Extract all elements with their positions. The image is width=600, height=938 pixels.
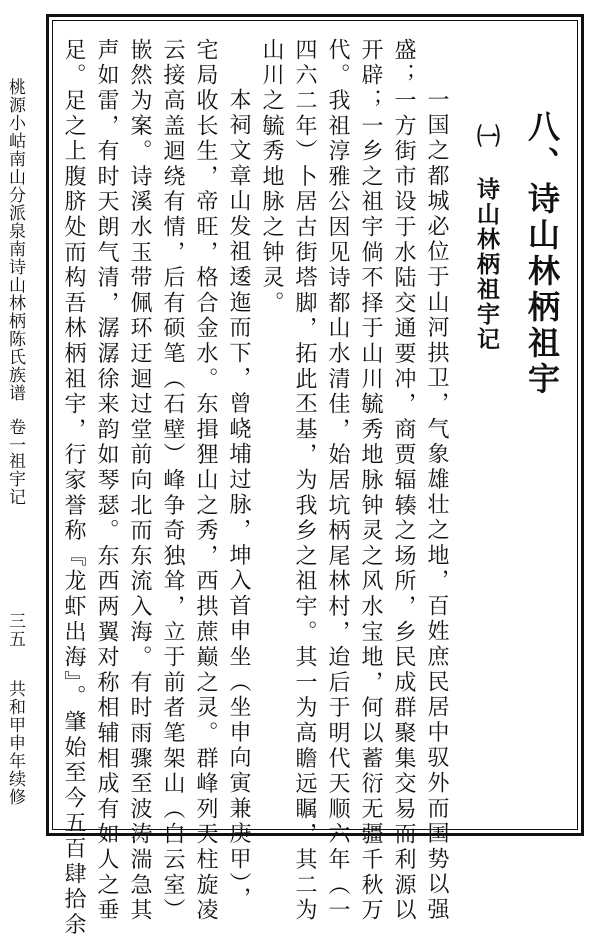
book-title-text: 桃源小岵南山分派泉南诗山林柄陈氏族谱 — [5, 78, 25, 402]
running-section-title: 祖宇记 — [5, 452, 25, 506]
page-number: 三五 — [5, 612, 25, 648]
body-column: 四六二年）卜居古街塔脚，拓此丕基，为我乡之祖宇。其一为高瞻远瞩，其二为 — [292, 38, 317, 924]
body-column: 本祠文章山发祖逶迤而下，曾峣埔过脉，坤入首申坐（坐申向寅兼庚甲）， — [226, 88, 251, 912]
edition-note: 共和甲申年续修 — [5, 680, 25, 806]
body-column: 宅局收长生，帝旺，格合金水。东揖狸山之秀，西拱蔗巅之灵。群峰列天柱旋凌 — [193, 38, 218, 924]
body-column: 盛；一方街市设于水陆交通要冲，商贾辐辏之场所，乡民成群聚集交易而利源以 — [391, 38, 416, 924]
body-column: 嵌然为案。诗溪水玉带佩环迂迴过堂前向北而东流入海。有时雨骤至波涛湍急其 — [127, 38, 152, 924]
chapter-title: 八、诗山林柄祖宇 — [523, 110, 561, 398]
body-column: 开辟；一乡之祖宇倘不择于山川毓秀地脉钟灵之风水宝地，何以蓄衍无疆千秋万 — [358, 38, 383, 924]
body-column: 山川之毓秀地脉之钟灵。 — [259, 38, 284, 317]
body-column: 足。足之上腹脐处而构吾林柄祖宇，行家誉称『龙虾出海』。肇始至今五百肆拾余 — [61, 38, 86, 938]
section-title: ㈠ 诗山林柄祖宇记 — [473, 124, 499, 352]
body-column: 一国之都城必位于山河拱卫，气象雄壮之地，百姓庶民居中驭外而国势以强 — [424, 88, 449, 923]
body-column: 声如雷，有时天朗气清，潺潺徐来韵如琴瑟。东西两翼对称相辅相成有如人之垂 — [94, 38, 119, 924]
body-column: 代。我祖淳雅公因见诗都山水清佳，始居坑柄尾林村，迨后于明代天顺六年（一 — [325, 38, 350, 924]
genealogy-book-title — [5, 78, 25, 454]
volume-label: 卷一 — [5, 418, 25, 454]
body-column: 云接高盖迴绕有情，后有硕笔（石壁）峰争奇独耸，立于前者笔架山（白云室） — [160, 38, 185, 924]
